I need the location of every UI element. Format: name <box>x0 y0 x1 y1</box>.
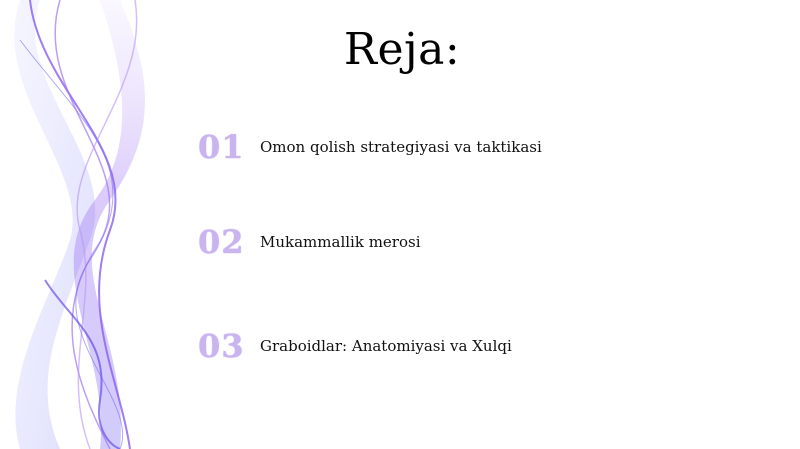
agenda-number: 01 <box>198 128 245 166</box>
agenda-number: 03 <box>198 327 245 365</box>
agenda-text: Mukammallik merosi <box>260 233 421 251</box>
agenda-item-1 <box>198 128 542 166</box>
agenda-item-2 <box>198 223 421 261</box>
slide-title <box>0 24 800 75</box>
agenda-item-3 <box>198 327 512 365</box>
agenda-number: 02 <box>198 223 245 261</box>
agenda-text: Graboidlar: Anatomiyasi va Xulqi <box>260 337 512 355</box>
agenda-text: Omon qolish strategiyasi va taktikasi <box>260 138 542 156</box>
slide-title-text: Reja: <box>343 24 461 75</box>
